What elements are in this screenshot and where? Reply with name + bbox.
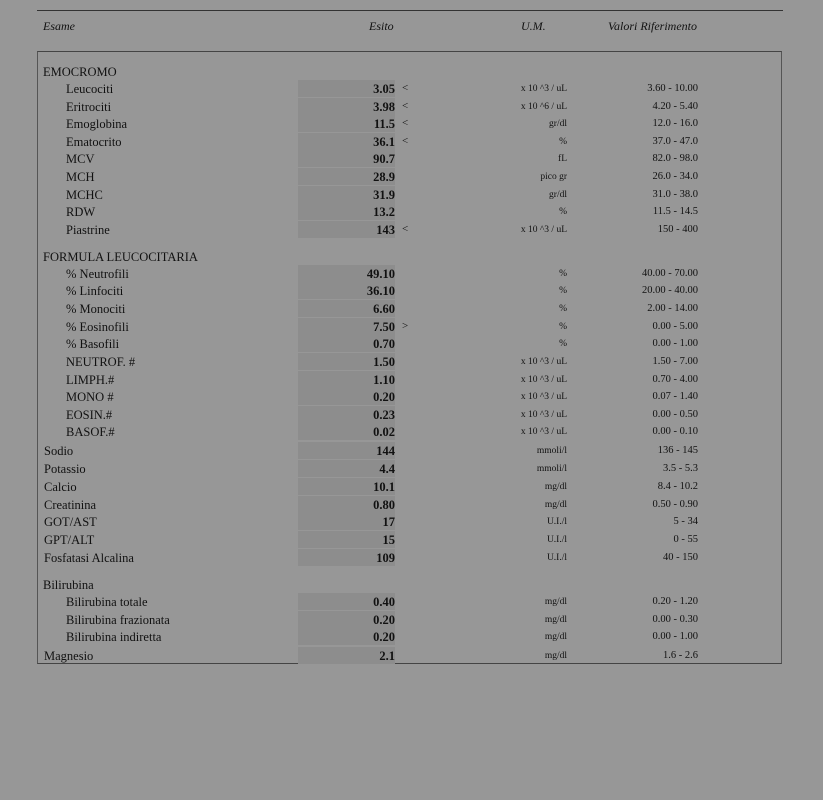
reference-range: 4.20 - 5.40 bbox=[652, 101, 698, 112]
reference-range: 0.00 - 0.30 bbox=[652, 614, 698, 625]
out-of-range-flag: < bbox=[402, 82, 409, 94]
reference-range: 0.20 - 1.20 bbox=[652, 596, 698, 607]
reference-range: 37.0 - 47.0 bbox=[652, 136, 698, 147]
test-value: 0.23 bbox=[373, 408, 395, 422]
test-name: Piastrine bbox=[66, 223, 110, 237]
unit-of-measure: % bbox=[559, 304, 567, 314]
test-value: 10.1 bbox=[373, 480, 395, 494]
section-bilirubina: Bilirubina bbox=[43, 578, 94, 592]
test-value: 0.20 bbox=[373, 630, 395, 644]
table-row bbox=[0, 302, 823, 319]
unit-of-measure: % bbox=[559, 322, 567, 332]
unit-of-measure: U.I./l bbox=[546, 535, 567, 545]
value-cell-background bbox=[298, 531, 395, 548]
test-name: Emoglobina bbox=[66, 117, 128, 131]
reference-range: 82.0 - 98.0 bbox=[652, 153, 698, 164]
out-of-range-flag: < bbox=[402, 100, 409, 112]
unit-of-measure: fL bbox=[558, 154, 567, 164]
test-name: Sodio bbox=[44, 444, 74, 458]
column-header-um: U.M. bbox=[521, 19, 546, 33]
table-row bbox=[0, 117, 823, 134]
table-row bbox=[0, 444, 823, 461]
test-name: Magnesio bbox=[44, 649, 94, 663]
reference-range: 0.00 - 5.00 bbox=[652, 321, 698, 332]
unit-of-measure: x 10 ^6 / uL bbox=[520, 102, 567, 112]
unit-of-measure: % bbox=[559, 286, 567, 296]
test-value: 144 bbox=[376, 444, 395, 458]
table-row bbox=[0, 320, 823, 337]
test-name: MCHC bbox=[66, 188, 103, 202]
reference-range: 40.00 - 70.00 bbox=[642, 268, 698, 279]
test-value: 31.9 bbox=[373, 188, 395, 202]
test-name: Bilirubina frazionata bbox=[66, 613, 170, 627]
table-row bbox=[0, 100, 823, 117]
unit-of-measure: % bbox=[559, 339, 567, 349]
reference-range: 8.4 - 10.2 bbox=[657, 481, 698, 492]
reference-range: 0.70 - 4.00 bbox=[652, 374, 698, 385]
test-value: 6.60 bbox=[373, 302, 395, 316]
test-value: 0.80 bbox=[373, 498, 395, 512]
test-value: 0.20 bbox=[373, 613, 395, 627]
test-name: Bilirubina indiretta bbox=[66, 630, 162, 644]
table-row bbox=[0, 408, 823, 425]
test-name: MCV bbox=[66, 152, 95, 166]
test-name: Leucociti bbox=[66, 82, 114, 96]
table-row bbox=[0, 170, 823, 187]
test-value: 1.50 bbox=[373, 355, 395, 369]
table-row bbox=[0, 630, 823, 647]
unit-of-measure: mg/dl bbox=[544, 482, 567, 492]
test-value: 90.7 bbox=[373, 152, 395, 166]
reference-range: 31.0 - 38.0 bbox=[652, 189, 698, 200]
test-name: Creatinina bbox=[44, 498, 97, 512]
unit-of-measure: mg/dl bbox=[544, 651, 567, 661]
section-emocromo: EMOCROMO bbox=[43, 65, 117, 79]
table-row bbox=[0, 355, 823, 372]
unit-of-measure: mmoli/l bbox=[536, 464, 567, 474]
test-name: BASOF.# bbox=[66, 425, 115, 439]
test-value: 17 bbox=[382, 515, 395, 529]
unit-of-measure: mg/dl bbox=[544, 597, 567, 607]
test-value: 7.50 bbox=[373, 320, 395, 334]
unit-of-measure: mmoli/l bbox=[536, 446, 567, 456]
table-row bbox=[0, 498, 823, 515]
unit-of-measure: x 10 ^3 / uL bbox=[520, 357, 567, 367]
test-value: 2.1 bbox=[379, 649, 395, 663]
unit-of-measure: gr/dl bbox=[549, 190, 567, 200]
unit-of-measure: x 10 ^3 / uL bbox=[520, 427, 567, 437]
value-cell-background bbox=[298, 513, 395, 530]
unit-of-measure: mg/dl bbox=[544, 500, 567, 510]
table-row bbox=[0, 462, 823, 479]
reference-range: 150 - 400 bbox=[657, 224, 698, 235]
reference-range: 11.5 - 14.5 bbox=[652, 206, 698, 217]
test-name: GOT/AST bbox=[44, 515, 97, 529]
table-row bbox=[0, 649, 823, 666]
test-value: 0.02 bbox=[373, 425, 395, 439]
test-value: 28.9 bbox=[373, 170, 395, 184]
reference-range: 0.00 - 0.10 bbox=[652, 426, 698, 437]
table-row bbox=[0, 152, 823, 169]
reference-range: 26.0 - 34.0 bbox=[652, 171, 698, 182]
unit-of-measure: pico gr bbox=[540, 172, 567, 182]
reference-range: 3.60 - 10.00 bbox=[647, 83, 698, 94]
unit-of-measure: % bbox=[559, 207, 567, 217]
table-row bbox=[0, 284, 823, 301]
test-name: Eritrociti bbox=[66, 100, 112, 114]
reference-range: 1.50 - 7.00 bbox=[652, 356, 698, 367]
test-name: Calcio bbox=[44, 480, 77, 494]
test-value: 109 bbox=[376, 551, 395, 565]
test-value: 143 bbox=[376, 223, 395, 237]
test-name: GPT/ALT bbox=[44, 533, 95, 547]
test-value: 15 bbox=[382, 533, 395, 547]
table-row bbox=[0, 188, 823, 205]
reference-range: 136 - 145 bbox=[657, 445, 698, 456]
table-row bbox=[0, 390, 823, 407]
reference-range: 0 - 55 bbox=[673, 534, 698, 545]
table-row bbox=[0, 425, 823, 442]
table-row bbox=[0, 551, 823, 568]
test-name: MCH bbox=[66, 170, 95, 184]
test-value: 36.10 bbox=[366, 284, 395, 298]
table-row bbox=[0, 223, 823, 240]
reference-range: 0.07 - 1.40 bbox=[652, 391, 698, 402]
test-name: MONO # bbox=[66, 390, 114, 404]
test-name: % Neutrofili bbox=[66, 267, 129, 281]
test-value: 0.40 bbox=[373, 595, 395, 609]
reference-range: 1.6 - 2.6 bbox=[663, 650, 698, 661]
unit-of-measure: x 10 ^3 / uL bbox=[520, 225, 567, 235]
test-value: 4.4 bbox=[379, 462, 395, 476]
test-name: Ematocrito bbox=[66, 135, 122, 149]
unit-of-measure: % bbox=[559, 137, 567, 147]
test-value: 3.05 bbox=[373, 82, 395, 96]
column-header-valori-riferimento: Valori Riferimento bbox=[608, 19, 697, 33]
reference-range: 2.00 - 14.00 bbox=[647, 303, 698, 314]
test-name: LIMPH.# bbox=[66, 373, 115, 387]
unit-of-measure: U.I./l bbox=[546, 517, 567, 527]
table-row bbox=[0, 373, 823, 390]
out-of-range-flag: < bbox=[402, 135, 409, 147]
reference-range: 0.00 - 1.00 bbox=[652, 338, 698, 349]
test-value: 0.20 bbox=[373, 390, 395, 404]
test-value: 3.98 bbox=[373, 100, 395, 114]
unit-of-measure: x 10 ^3 / uL bbox=[520, 375, 567, 385]
test-name: % Monociti bbox=[66, 302, 126, 316]
table-row bbox=[0, 613, 823, 630]
out-of-range-flag: < bbox=[402, 223, 409, 235]
table-row bbox=[0, 135, 823, 152]
test-name: NEUTROF. # bbox=[66, 355, 136, 369]
unit-of-measure: % bbox=[559, 269, 567, 279]
header-divider bbox=[37, 10, 783, 11]
reference-range: 0.50 - 0.90 bbox=[652, 499, 698, 510]
unit-of-measure: mg/dl bbox=[544, 615, 567, 625]
test-value: 49.10 bbox=[366, 267, 395, 281]
test-value: 0.70 bbox=[373, 337, 395, 351]
reference-range: 40 - 150 bbox=[663, 552, 698, 563]
test-value: 11.5 bbox=[373, 117, 395, 131]
test-value: 36.1 bbox=[373, 135, 395, 149]
table-row bbox=[0, 82, 823, 99]
table-row bbox=[0, 533, 823, 550]
test-name: Fosfatasi Alcalina bbox=[44, 551, 134, 565]
test-name: Potassio bbox=[44, 462, 86, 476]
test-name: Bilirubina totale bbox=[66, 595, 148, 609]
unit-of-measure: mg/dl bbox=[544, 632, 567, 642]
reference-range: 20.00 - 40.00 bbox=[642, 285, 698, 296]
unit-of-measure: x 10 ^3 / uL bbox=[520, 392, 567, 402]
table-row bbox=[0, 595, 823, 612]
table-row bbox=[0, 267, 823, 284]
column-header-esame: Esame bbox=[43, 19, 75, 33]
reference-range: 0.00 - 0.50 bbox=[652, 409, 698, 420]
unit-of-measure: x 10 ^3 / uL bbox=[520, 410, 567, 420]
unit-of-measure: gr/dl bbox=[549, 119, 567, 129]
unit-of-measure: x 10 ^3 / uL bbox=[520, 84, 567, 94]
test-name: EOSIN.# bbox=[66, 408, 113, 422]
table-row bbox=[0, 205, 823, 222]
out-of-range-flag: > bbox=[402, 320, 409, 332]
column-header-esito: Esito bbox=[369, 19, 394, 33]
section-formula-leucocitaria: FORMULA LEUCOCITARIA bbox=[43, 250, 198, 264]
test-name: % Eosinofili bbox=[66, 320, 129, 334]
out-of-range-flag: < bbox=[402, 117, 409, 129]
unit-of-measure: U.I./l bbox=[546, 553, 567, 563]
reference-range: 3.5 - 5.3 bbox=[663, 463, 698, 474]
test-name: % Basofili bbox=[66, 337, 120, 351]
test-name: RDW bbox=[66, 205, 96, 219]
test-name: % Linfociti bbox=[66, 284, 124, 298]
table-row bbox=[0, 480, 823, 497]
test-value: 1.10 bbox=[373, 373, 395, 387]
table-row bbox=[0, 337, 823, 354]
table-row bbox=[0, 515, 823, 532]
test-value: 13.2 bbox=[373, 205, 395, 219]
reference-range: 5 - 34 bbox=[673, 516, 698, 527]
reference-range: 0.00 - 1.00 bbox=[652, 631, 698, 642]
reference-range: 12.0 - 16.0 bbox=[652, 118, 698, 129]
